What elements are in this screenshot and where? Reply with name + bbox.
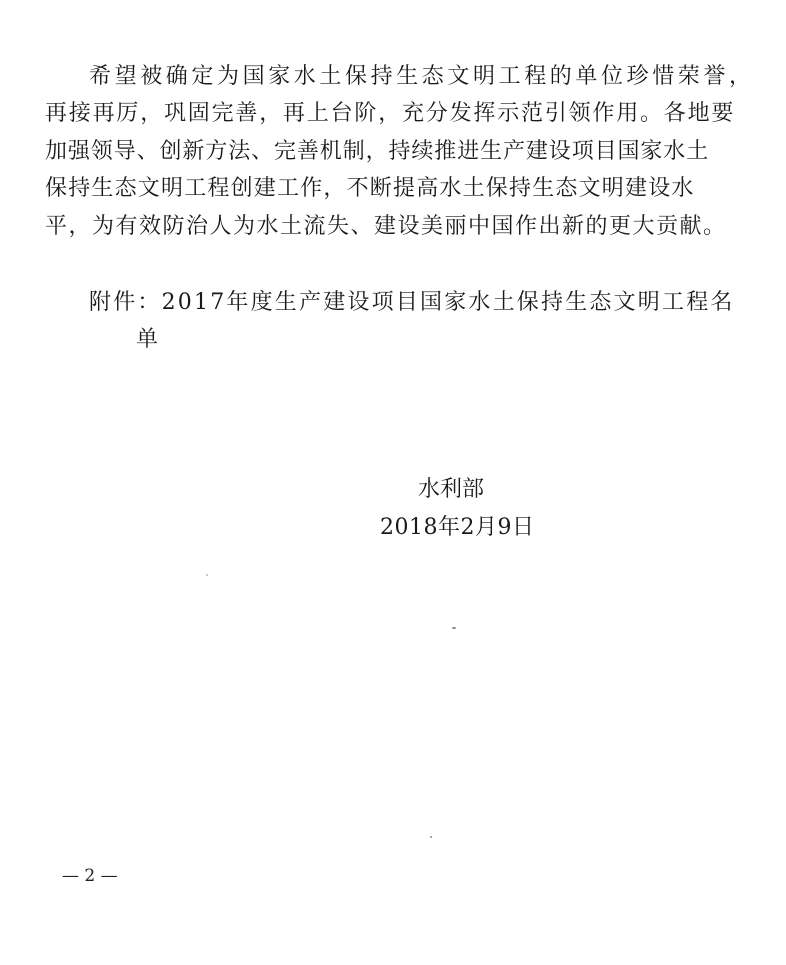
signature-organization: 水利部 bbox=[418, 477, 485, 502]
page-number: — 2 — bbox=[62, 866, 118, 886]
paragraph-line-2: 再接再厉，巩固完善，再上台阶，充分发挥示范引领作用。各地要 bbox=[45, 101, 736, 126]
paragraph-line-5: 平，为有效防治人为水土流失、建设美丽中国作出新的更大贡献。 bbox=[45, 214, 727, 239]
attachment-line-2: 单 bbox=[136, 327, 159, 352]
paragraph-line-3: 加强领导、创新方法、完善机制，持续推进生产建设项目国家水土 bbox=[45, 139, 710, 164]
scan-speck bbox=[206, 574, 208, 576]
scan-speck bbox=[430, 836, 432, 838]
paragraph-line-4: 保持生态文明工程创建工作，不断提高水土保持生态文明建设水 bbox=[45, 176, 695, 201]
paragraph-line-1: 希望被确定为国家水土保持生态文明工程的单位珍惜荣誉， bbox=[89, 64, 755, 89]
scan-speck bbox=[452, 627, 456, 629]
attachment-line-1: 附件：2017年度生产建设项目国家水土保持生态文明工程名 bbox=[89, 290, 735, 315]
signature-date: 2018年2月9日 bbox=[380, 515, 535, 540]
